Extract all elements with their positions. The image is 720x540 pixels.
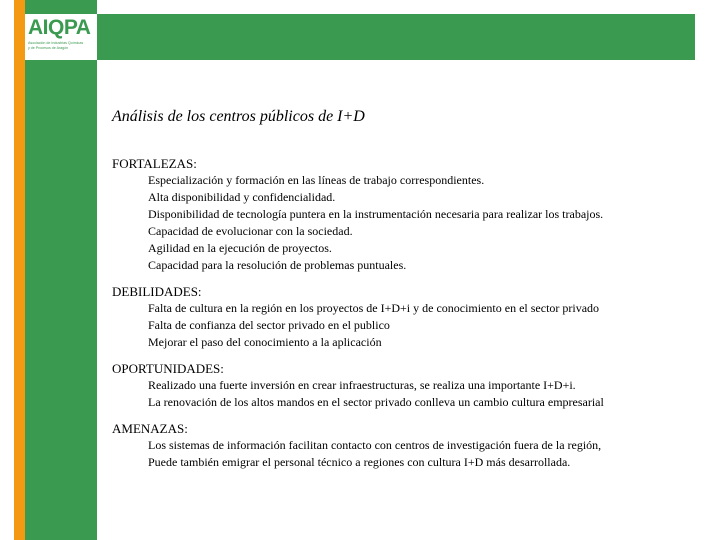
header-bar (97, 14, 695, 60)
section-heading: OPORTUNIDADES: (112, 361, 224, 376)
slide-title: Análisis de los centros públicos de I+D (112, 108, 365, 125)
list-item: Realizado una fuerte inversión en crear infraestructuras, se realiza una importante I+D+i. (148, 378, 576, 392)
list-item: Especialización y formación en las líneas de trabajo correspondientes. (148, 173, 485, 187)
logo-subtitle-line2: y de Procesos de Aragón (28, 46, 69, 50)
list-item: Mejorar el paso del conocimiento a la aplicación (148, 335, 382, 349)
logo-name: AIQPA (28, 16, 91, 39)
list-item: La renovación de los altos mandos en el sector privado conlleva un cambio cultura empresarial (148, 395, 604, 409)
green-stripe (25, 0, 97, 540)
section-amenazas (112, 421, 702, 471)
list-item: Alta disponibilidad y confidencialidad. (148, 190, 336, 204)
section-oportunidades (112, 361, 702, 411)
slide-content (112, 108, 702, 481)
section-heading: DEBILIDADES: (112, 284, 202, 299)
section-heading: FORTALEZAS: (112, 156, 197, 171)
orange-stripe (14, 0, 25, 540)
list-item: Agilidad en la ejecución de proyectos. (148, 241, 332, 255)
list-item: Capacidad de evolucionar con la sociedad. (148, 224, 353, 238)
section-fortalezas (112, 156, 702, 274)
list-item: Puede también emigrar el personal técnico a regiones con cultura I+D más desarrollada. (148, 455, 571, 469)
aiqpa-logo (25, 14, 97, 60)
logo-subtitle (28, 41, 95, 51)
list-item: Disponibilidad de tecnología puntera en la instrumentación necesaria para realizar los trabajos. (148, 207, 604, 221)
section-heading: AMENAZAS: (112, 421, 188, 436)
section-debilidades (112, 284, 702, 351)
list-item: Falta de confianza del sector privado en el publico (148, 318, 390, 332)
list-item: Capacidad para la resolución de problemas puntuales. (148, 258, 407, 272)
list-item: Falta de cultura en la región en los proyectos de I+D+i y de conocimiento en el sector privado (148, 301, 600, 315)
logo-subtitle-line1: Asociación de Industrias Químicas (28, 41, 84, 45)
list-item: Los sistemas de información facilitan contacto con centros de investigación fuera de la región, (148, 438, 602, 452)
